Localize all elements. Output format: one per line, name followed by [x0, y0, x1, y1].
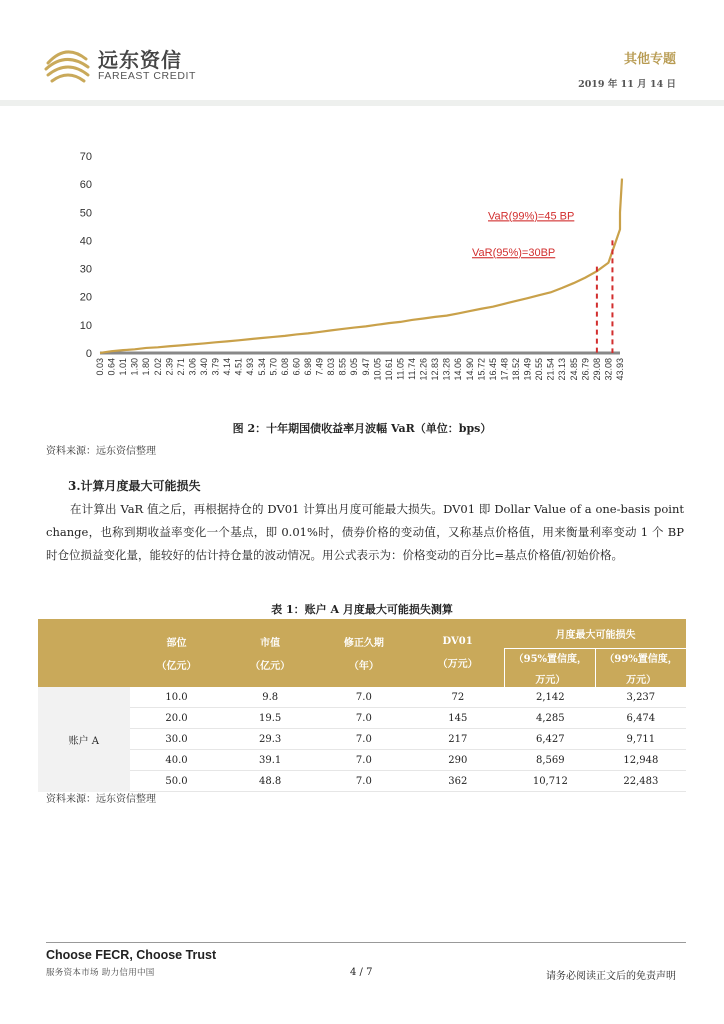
cell-loss-99: 12,948: [596, 750, 686, 771]
table-caption: 表 1：账户 A 月度最大可能损失测算: [271, 603, 453, 616]
cell-loss-99: 9,711: [596, 729, 686, 750]
x-tick-label: 19.49: [522, 358, 533, 381]
header-duration: 修正久期 （年）: [317, 619, 411, 687]
logo-chinese-name: 远东资信: [98, 48, 182, 72]
cell-market-value: 9.8: [223, 687, 317, 708]
cell-duration: 7.0: [317, 708, 411, 729]
x-tick-label: 0.03: [95, 358, 105, 376]
header-loss-95: （95%置信度， 万元）: [505, 648, 596, 687]
x-tick-label: 11.74: [407, 358, 417, 380]
header-dv01: DV01 （万元）: [411, 619, 505, 687]
x-tick-label: 32.08: [603, 358, 614, 381]
x-tick-label: 5.34: [256, 358, 267, 376]
body-paragraph: 在计算出 VaR 值之后，再根据持仓的 DV01 计算出月度可能最大损失。DV01 即 Dollar Value of a one-basis point change，也称到期收益率变化一个基点，即 0.01%时，债券价格的变动值，又称基点价格值，用来衡量利率变动 1 个 BP 时仓位损益变化量，能较好的估计持仓量的波动情况。用公式表示为：价格变动的百分比=基点价格值/初始价格。: [46, 502, 684, 562]
y-tick-label: 30: [79, 263, 92, 276]
table-row: [38, 729, 686, 750]
cell-loss-95: 10,712: [505, 771, 596, 792]
report-date: 2019 年 11 月 14 日: [578, 79, 676, 90]
y-tick-label: 20: [79, 291, 92, 304]
cell-dv01: 72: [411, 687, 505, 708]
table-source-note: 资料来源：远东资信整理: [46, 794, 156, 805]
header-divider: [0, 100, 724, 106]
x-tick-label: 9.47: [360, 358, 371, 376]
cell-duration: 7.0: [317, 687, 411, 708]
x-tick-label: 17.48: [499, 358, 510, 381]
var-95-label: VaR(95%)=30BP: [472, 247, 556, 260]
x-tick-label: 1.80: [141, 358, 152, 376]
cell-market-value: 48.8: [223, 771, 317, 792]
x-tick-label: 0.64: [106, 358, 117, 376]
cell-market-value: 39.1: [223, 750, 317, 771]
y-tick-label: 10: [79, 319, 92, 332]
x-tick-label: 12.26: [418, 358, 429, 381]
cell-position: 20.0: [130, 708, 224, 729]
var-line-chart: [60, 140, 660, 412]
x-tick-label: 10.61: [383, 358, 394, 381]
x-tick-label: 14.06: [453, 358, 464, 381]
page-number: 4 / 7: [350, 967, 373, 978]
cell-loss-95: 6,427: [505, 729, 596, 750]
x-tick-label: 43.93: [615, 358, 625, 381]
var-99-label: VaR(99%)=45 BP: [488, 210, 575, 223]
table-row: [38, 687, 686, 708]
cell-dv01: 290: [411, 750, 505, 771]
table-row: [38, 750, 686, 771]
x-tick-label: 3.79: [210, 358, 221, 376]
cell-duration: 7.0: [317, 771, 411, 792]
y-tick-label: 50: [79, 207, 92, 220]
chart-source-note: 资料来源：远东资信整理: [46, 446, 156, 457]
cell-market-value: 19.5: [223, 708, 317, 729]
x-tick-label: 10.05: [372, 358, 383, 381]
y-tick-label: 60: [79, 179, 92, 192]
x-tick-label: 5.70: [268, 358, 279, 376]
x-tick-label: 6.08: [279, 358, 290, 376]
x-tick-label: 1.01: [118, 358, 129, 376]
footer-slogan: 服务资本市场 助力信用中国: [46, 968, 155, 978]
cell-loss-95: 8,569: [505, 750, 596, 771]
cell-position: 30.0: [130, 729, 224, 750]
x-tick-label: 1.30: [129, 358, 140, 376]
x-tick-label: 7.49: [314, 358, 325, 376]
table-row: [38, 771, 686, 792]
x-tick-label: 9.05: [349, 358, 360, 376]
x-tick-label: 13.28: [441, 358, 452, 381]
cell-loss-99: 22,483: [596, 771, 686, 792]
y-tick-label: 40: [79, 235, 92, 248]
x-tick-label: 24.85: [568, 358, 579, 381]
cell-loss-99: 6,474: [596, 708, 686, 729]
x-tick-label: 20.55: [534, 358, 545, 381]
header-blank: [38, 619, 130, 687]
x-tick-label: 6.60: [291, 358, 302, 376]
cell-dv01: 362: [411, 771, 505, 792]
x-tick-label: 2.02: [152, 358, 163, 376]
header-max-loss: 月度最大可能损失: [505, 619, 686, 648]
account-label: 账户 A: [38, 687, 130, 792]
table-row: [38, 708, 686, 729]
x-tick-label: 3.06: [187, 358, 198, 376]
max-loss-table: [38, 619, 686, 792]
x-tick-label: 21.54: [545, 357, 556, 381]
x-tick-label: 8.55: [337, 358, 348, 376]
cell-position: 40.0: [130, 750, 224, 771]
x-tick-label: 3.40: [199, 358, 209, 376]
y-tick-label: 70: [79, 151, 92, 163]
section-heading: 3.计算月度最大可能损失: [68, 479, 201, 493]
cell-loss-95: 4,285: [505, 708, 596, 729]
x-tick-label: 26.79: [580, 358, 591, 381]
footer-tagline: Choose FECR, Choose Trust: [46, 948, 217, 962]
x-tick-label: 6.98: [303, 358, 313, 376]
x-tick-label: 18.52: [511, 358, 521, 381]
cell-duration: 7.0: [317, 750, 411, 771]
x-tick-label: 4.93: [245, 358, 256, 376]
x-tick-label: 8.03: [326, 358, 337, 376]
cell-dv01: 145: [411, 708, 505, 729]
x-tick-label: 2.71: [175, 358, 186, 376]
header-market-value: 市值 （亿元）: [223, 619, 317, 687]
cell-loss-95: 2,142: [505, 687, 596, 708]
x-tick-label: 4.51: [233, 358, 244, 376]
logo-english-name: FAREAST CREDIT: [98, 70, 197, 82]
cell-duration: 7.0: [317, 729, 411, 750]
x-tick-label: 12.83: [430, 358, 441, 381]
header-position: 部位 （亿元）: [130, 619, 224, 687]
cell-position: 10.0: [130, 687, 224, 708]
x-tick-label: 16.45: [487, 358, 498, 381]
x-tick-label: 23.13: [557, 358, 568, 381]
cell-loss-99: 3,237: [596, 687, 686, 708]
x-tick-label: 2.39: [164, 358, 175, 376]
disclaimer-note: 请务必阅读正文后的免责声明: [546, 971, 676, 982]
section-title: 其他专题: [623, 52, 676, 67]
figure-caption: 图 2：十年期国债收益率月波幅 VaR（单位：bps）: [232, 422, 492, 435]
cell-position: 50.0: [130, 771, 224, 792]
x-tick-label: 4.14: [222, 358, 233, 376]
cell-dv01: 217: [411, 729, 505, 750]
x-tick-label: 29.08: [591, 358, 602, 381]
series-line: [100, 179, 622, 353]
footer-divider: [46, 942, 686, 943]
x-tick-label: 15.72: [476, 358, 487, 381]
x-tick-label: 11.05: [395, 358, 406, 380]
cell-market-value: 29.3: [223, 729, 317, 750]
header-loss-99: （99%置信度， 万元）: [596, 648, 686, 687]
y-tick-label: 0: [85, 348, 92, 360]
x-tick-label: 14.90: [464, 358, 475, 381]
